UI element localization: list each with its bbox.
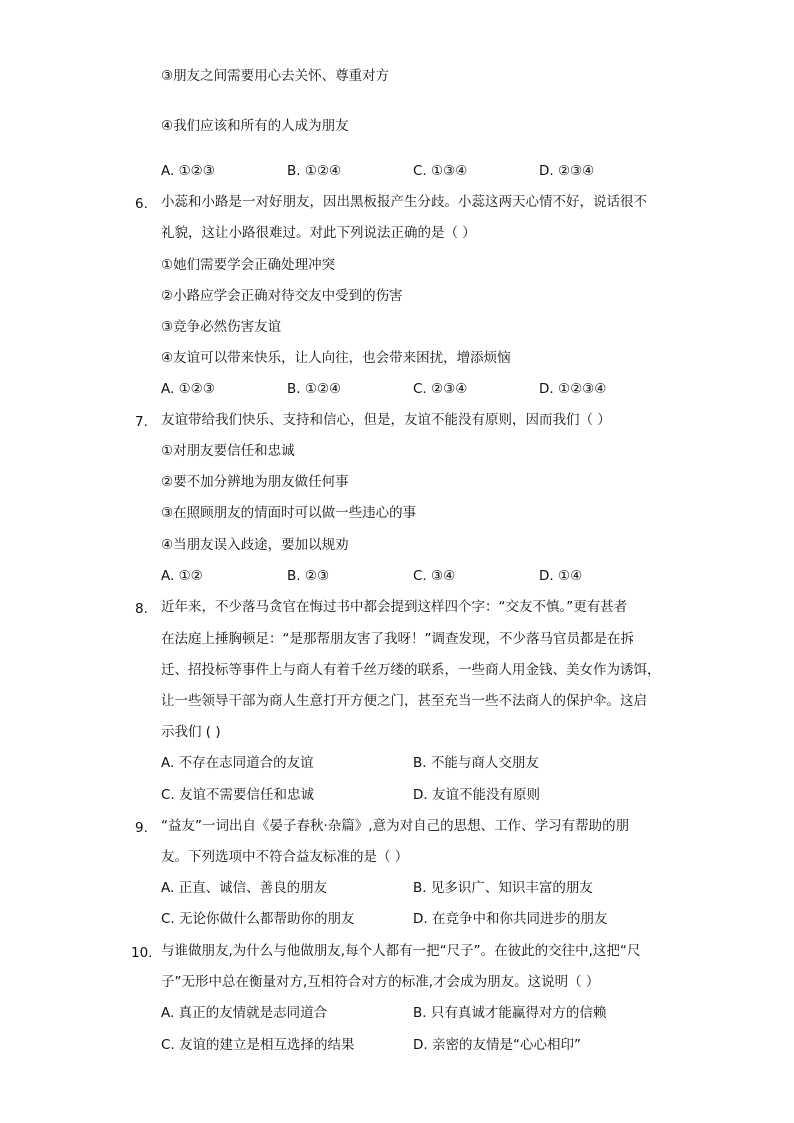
q6-item-4: ④友谊可以带来快乐，让人向往，也会带来困扰，增添烦恼 — [161, 350, 511, 366]
q9-option-c: C. 无论你做什么都帮助你的朋友 — [161, 911, 355, 927]
q6-option-a: A. ①②③ — [161, 381, 215, 397]
q6-number: 6. — [135, 196, 148, 212]
q10-option-a: A. 真正的友情就是志同道合 — [161, 1005, 328, 1021]
q9-stem-line-1: “益友”一词出自《晏子春秋·杂篇》,意为对自己的思想、工作、学习有帮助的朋 — [161, 818, 630, 834]
q10-option-d: D. 亲密的友情是“心心相印” — [413, 1037, 581, 1053]
q8-stem-line-4: 让一些领导干部为商人生意打开方便之门，甚至充当一些不法商人的保护伞。这启 — [161, 693, 647, 709]
q8-number: 8. — [135, 601, 148, 617]
q7-item-4: ④当朋友误入歧途，要加以规劝 — [161, 537, 349, 553]
q7-item-3: ③在照顾朋友的情面时可以做一些违心的事 — [161, 505, 417, 521]
q7-option-d: D. ①④ — [539, 568, 583, 584]
q10-option-c: C. 友谊的建立是相互选择的结果 — [161, 1037, 355, 1053]
q6-item-2: ②小路应学会正确对待交友中受到的伤害 — [161, 288, 403, 304]
q9-stem-line-2: 友。下列选项中不符合益友标准的是（ ） — [161, 849, 409, 865]
q8-option-c: C. 友谊不需要信任和忠诚 — [161, 787, 315, 803]
q9-option-d: D. 在竞争中和你共同进步的朋友 — [413, 911, 608, 927]
prev-option-c: C. ①③④ — [413, 163, 468, 179]
q8-stem-line-5: 示我们 ( ) — [161, 724, 221, 740]
q8-option-b: B. 不能与商人交朋友 — [413, 755, 539, 771]
q10-number: 10. — [131, 945, 153, 961]
q7-stem-line-1: 友谊带给我们快乐、支持和信心，但是，友谊不能没有原则，因而我们（ ） — [161, 412, 611, 428]
q6-stem-line-2: 礼貌，这让小路很难过。对此下列说法正确的是（ ） — [161, 225, 476, 241]
q10-option-b: B. 只有真诚才能赢得对方的信赖 — [413, 1005, 607, 1021]
q9-option-b: B. 见多识广、知识丰富的朋友 — [413, 880, 593, 896]
q6-option-c: C. ②③④ — [413, 381, 468, 397]
q7-item-2: ②要不加分辨地为朋友做任何事 — [161, 474, 349, 490]
q7-option-c: C. ③④ — [413, 568, 456, 584]
q8-option-a: A. 不存在志同道合的友谊 — [161, 755, 314, 771]
q10-stem-line-1: 与谁做朋友,为什么与他做朋友,每个人都有一把“尺子”。在彼此的交往中,这把“尺 — [161, 943, 641, 959]
q7-number: 7. — [135, 414, 148, 430]
q7-option-b: B. ②③ — [287, 568, 330, 584]
q6-item-3: ③竞争必然伤害友谊 — [161, 319, 282, 335]
q6-option-b: B. ①②④ — [287, 381, 342, 397]
q6-item-1: ①她们需要学会正确处理冲突 — [161, 257, 336, 273]
q6-stem-line-1: 小蕊和小路是一对好朋友，因出黑板报产生分歧。小蕊这两天心情不好，说话很不 — [161, 194, 647, 210]
prev-option-b: B. ①②④ — [287, 163, 342, 179]
prev-option-d: D. ②③④ — [539, 163, 595, 179]
q8-stem-line-1: 近年来，不少落马贪官在悔过书中都会提到这样四个字：“交友不慎。”更有甚者 — [161, 599, 628, 615]
q6-option-d: D. ①②③④ — [539, 381, 607, 397]
q10-stem-line-2: 子”无形中总在衡量对方,互相符合对方的标准,才会成为朋友。这说明（ ） — [161, 974, 600, 990]
q9-number: 9. — [135, 820, 148, 836]
q8-stem-line-3: 迁、招投标等事件上与商人有着千丝万缕的联系，一些商人用金钱、美女作为诱饵， — [161, 662, 661, 678]
q7-item-1: ①对朋友要信任和忠诚 — [161, 443, 295, 459]
prev-item-4: ④我们应该和所有的人成为朋友 — [161, 118, 349, 134]
q8-option-d: D. 友谊不能没有原则 — [413, 787, 540, 803]
q8-stem-line-2: 在法庭上捶胸顿足：“是那帮朋友害了我呀！”调查发现，不少落马官员都是在拆 — [161, 631, 634, 647]
q7-option-a: A. ①② — [161, 568, 203, 584]
prev-item-3: ③朋友之间需要用心去关怀、尊重对方 — [161, 68, 390, 84]
q9-option-a: A. 正直、诚信、善良的朋友 — [161, 880, 328, 896]
prev-option-a: A. ①②③ — [161, 163, 215, 179]
